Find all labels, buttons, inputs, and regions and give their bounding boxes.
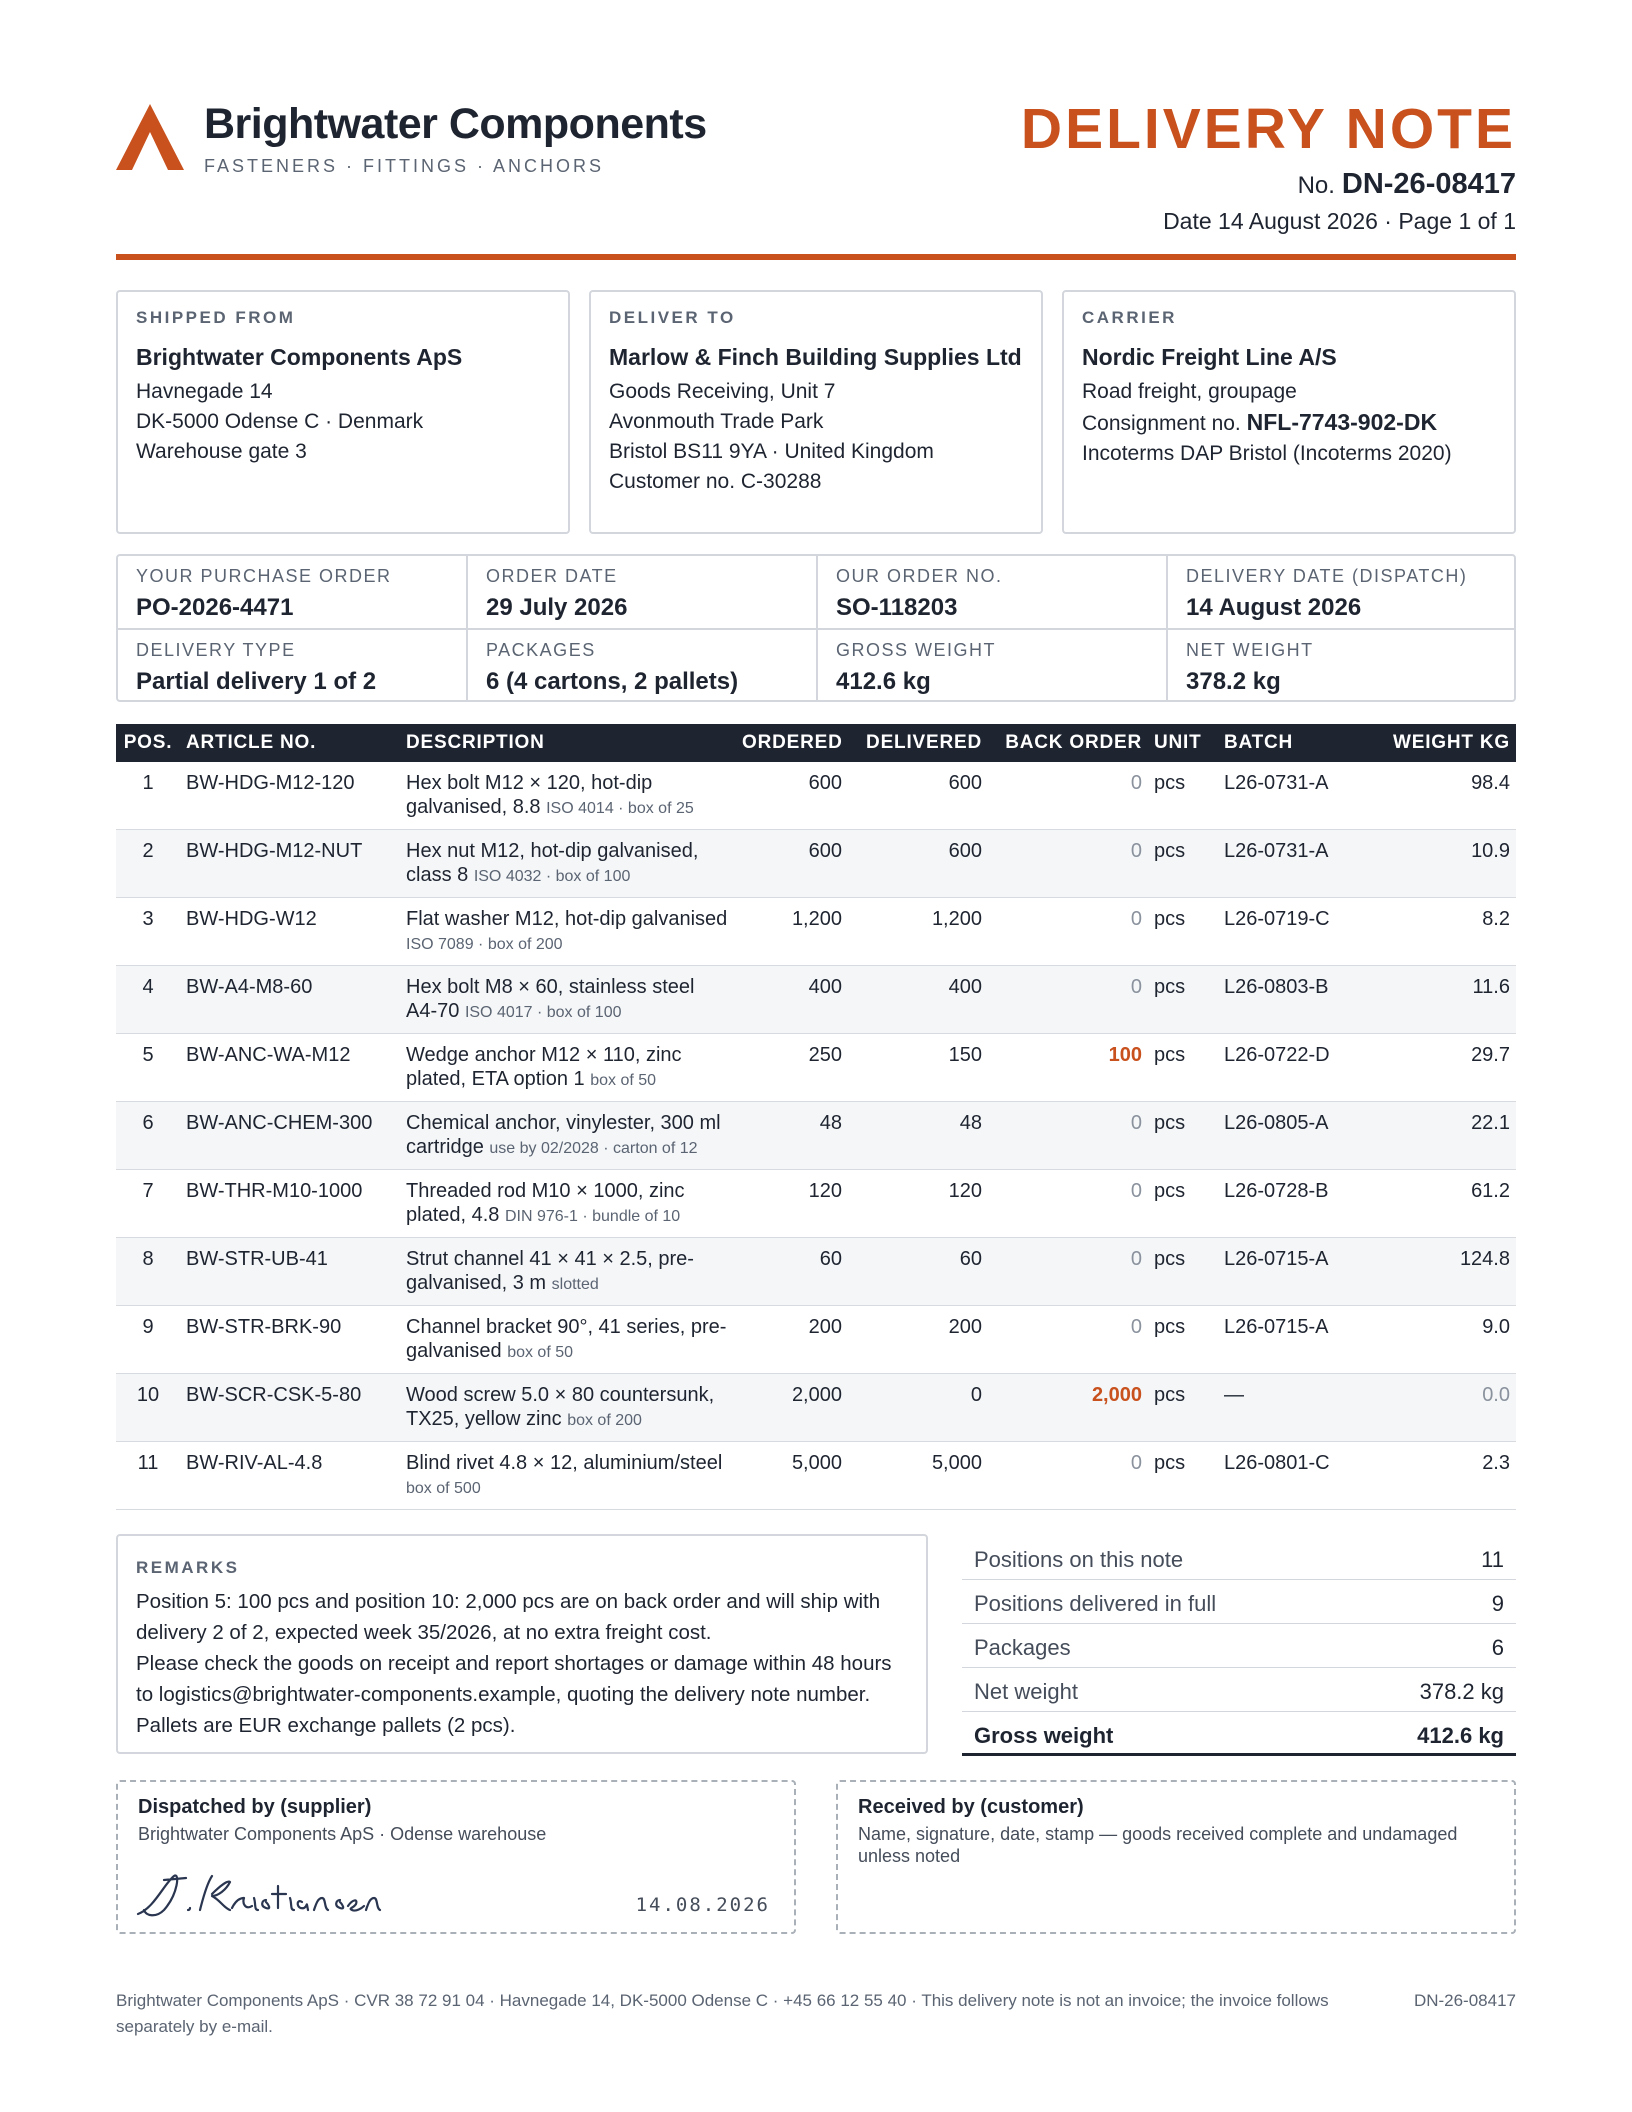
deliver-to-line: Customer no. C-30288 <box>609 470 822 493</box>
column-header-pos: POS. <box>116 724 180 762</box>
carrier-line: Incoterms DAP Bristol (Incoterms 2020) <box>1082 442 1452 465</box>
item-description: Threaded rod M10 × 1000, zinc plated, 4.8 <box>406 1180 685 1226</box>
order-info-label: PACKAGES <box>486 640 596 660</box>
item-note: ISO 4032 · box of 100 <box>473 868 631 885</box>
brand-name: Brightwater Components <box>204 100 707 148</box>
deliver-to-line: Avonmouth Trade Park <box>609 410 824 433</box>
cell-back-order: 0 <box>988 1306 1148 1374</box>
item-description: Strut channel 41 × 41 × 2.5, pre-galvanised, 3 m <box>406 1248 694 1294</box>
order-info-value: PO-2026-4471 <box>136 594 294 621</box>
order-info-label: GROSS WEIGHT <box>836 640 997 660</box>
cell-pos: 9 <box>116 1306 180 1374</box>
brand-tagline: FASTENERS · FITTINGS · ANCHORS <box>204 156 605 176</box>
cell-description <box>400 1442 736 1510</box>
cell-ordered: 250 <box>736 1034 848 1102</box>
cell-weight: 11.6 <box>1348 966 1516 1034</box>
order-info-cell <box>118 556 468 629</box>
cell-article: BW-STR-UB-41 <box>180 1238 400 1306</box>
item-note: box of 500 <box>406 1480 481 1497</box>
cell-batch: L26-0722-D <box>1218 1034 1348 1102</box>
document-date: Date 14 August 2026 · Page 1 of 1 <box>1163 208 1516 234</box>
cell-back-order: 2,000 <box>988 1374 1148 1442</box>
cell-ordered: 2,000 <box>736 1374 848 1442</box>
shipped-from-line: Havnegade 14 <box>136 380 273 403</box>
summary-label: Positions delivered in full <box>974 1591 1217 1616</box>
cell-weight: 0.0 <box>1348 1374 1516 1442</box>
cell-pos: 6 <box>116 1102 180 1170</box>
order-info-cell <box>818 630 1168 703</box>
cell-pos: 2 <box>116 830 180 898</box>
table-row <box>116 762 1516 830</box>
received-by-desc: Name, signature, date, stamp — goods received complete and undamaged unless noted <box>858 1824 1458 1866</box>
item-description: Hex bolt M8 × 60, stainless steel A4-70 <box>406 976 695 1022</box>
cell-ordered: 48 <box>736 1102 848 1170</box>
cell-ordered: 400 <box>736 966 848 1034</box>
cell-weight: 22.1 <box>1348 1102 1516 1170</box>
dispatched-by-title: Dispatched by (supplier) <box>138 1796 372 1818</box>
cell-unit: pcs <box>1148 1170 1218 1238</box>
order-info-value: SO-118203 <box>836 594 958 621</box>
cell-delivered: 200 <box>848 1306 988 1374</box>
table-row <box>116 1306 1516 1374</box>
cell-ordered: 600 <box>736 762 848 830</box>
items-table <box>116 724 1516 1510</box>
cell-description <box>400 830 736 898</box>
cell-back-order: 0 <box>988 830 1148 898</box>
order-info-value: Partial delivery 1 of 2 <box>136 668 377 695</box>
item-note: box of 200 <box>567 1412 642 1429</box>
column-header-weight: WEIGHT KG <box>1348 724 1516 762</box>
cell-ordered: 200 <box>736 1306 848 1374</box>
cell-batch: L26-0731-A <box>1218 762 1348 830</box>
cell-delivered: 1,200 <box>848 898 988 966</box>
shipped-from-line: DK-5000 Odense C · Denmark <box>136 410 424 433</box>
summary-label: Positions on this note <box>974 1547 1184 1572</box>
order-info-label: OUR ORDER NO. <box>836 566 1003 586</box>
cell-description <box>400 898 736 966</box>
item-note: box of 50 <box>507 1344 574 1361</box>
shipped-from-name: Brightwater Components ApS <box>136 344 463 370</box>
cell-pos: 7 <box>116 1170 180 1238</box>
cell-weight: 8.2 <box>1348 898 1516 966</box>
table-row <box>116 1102 1516 1170</box>
summary-value: 412.6 kg <box>1417 1723 1504 1748</box>
deliver-to-name: Marlow & Finch Building Supplies Ltd <box>609 344 1022 370</box>
cell-back-order: 0 <box>988 898 1148 966</box>
cell-article: BW-HDG-M12-NUT <box>180 830 400 898</box>
cell-unit: pcs <box>1148 1306 1218 1374</box>
summary-value: 9 <box>1491 1591 1504 1616</box>
order-info-cell <box>1168 556 1518 629</box>
item-description: Wood screw 5.0 × 80 countersunk, TX25, yellow zinc <box>406 1384 715 1430</box>
carrier-line: Road freight, groupage <box>1082 380 1297 403</box>
cell-ordered: 60 <box>736 1238 848 1306</box>
summary-row <box>962 1668 1516 1712</box>
cell-description <box>400 966 736 1034</box>
cell-weight: 98.4 <box>1348 762 1516 830</box>
cell-weight: 10.9 <box>1348 830 1516 898</box>
document-number-label: No. <box>1297 172 1335 199</box>
item-note: ISO 7089 · box of 200 <box>406 936 563 953</box>
summary-value: 378.2 kg <box>1419 1679 1504 1704</box>
summary-label: Gross weight <box>974 1723 1114 1748</box>
table-row <box>116 966 1516 1034</box>
items-table-body <box>116 762 1516 1510</box>
cell-unit: pcs <box>1148 1442 1218 1510</box>
summary-total-row <box>962 1712 1516 1756</box>
carrier-box <box>1062 290 1516 534</box>
cell-article: BW-ANC-CHEM-300 <box>180 1102 400 1170</box>
cell-article: BW-RIV-AL-4.8 <box>180 1442 400 1510</box>
order-info-value: 14 August 2026 <box>1186 594 1362 621</box>
order-info-value: 6 (4 cartons, 2 pallets) <box>486 668 739 695</box>
item-description: Channel bracket 90°, 41 series, pre-galvanised <box>406 1316 727 1362</box>
brand-block <box>116 100 816 180</box>
footer-reference: DN-26-08417 <box>1413 1991 1516 2010</box>
carrier-caption: CARRIER <box>1082 308 1177 327</box>
consignment-number: NFL-7743-902-DK <box>1246 409 1438 435</box>
item-note: slotted <box>551 1276 599 1293</box>
cell-unit: pcs <box>1148 1238 1218 1306</box>
cell-back-order: 0 <box>988 1238 1148 1306</box>
cell-article: BW-ANC-WA-M12 <box>180 1034 400 1102</box>
document-title: DELIVERY NOTE <box>1020 97 1516 161</box>
cell-ordered: 1,200 <box>736 898 848 966</box>
order-info-label: DELIVERY TYPE <box>136 640 296 660</box>
cell-back-order: 0 <box>988 966 1148 1034</box>
deliver-to-line: Goods Receiving, Unit 7 <box>609 380 836 403</box>
item-note: ISO 4014 · box of 25 <box>546 800 694 817</box>
shipped-from-line: Warehouse gate 3 <box>136 440 307 463</box>
order-info-grid <box>116 554 1516 702</box>
column-header-article: ARTICLE NO. <box>180 724 400 762</box>
cell-ordered: 120 <box>736 1170 848 1238</box>
cell-unit: pcs <box>1148 830 1218 898</box>
column-header-back-order: BACK ORDER <box>988 724 1148 762</box>
cell-delivered: 150 <box>848 1034 988 1102</box>
cell-weight: 124.8 <box>1348 1238 1516 1306</box>
cell-unit: pcs <box>1148 762 1218 830</box>
consignment-line <box>1082 407 1496 439</box>
received-by-title: Received by (customer) <box>858 1796 1084 1818</box>
order-info-cell <box>468 556 818 629</box>
cell-batch: L26-0801-C <box>1218 1442 1348 1510</box>
column-header-description: DESCRIPTION <box>400 724 736 762</box>
column-header-batch: BATCH <box>1218 724 1348 762</box>
triangle-logo-icon <box>116 102 184 170</box>
cell-article: BW-HDG-W12 <box>180 898 400 966</box>
cell-batch: — <box>1218 1374 1348 1442</box>
cell-description <box>400 1238 736 1306</box>
summary-value: 6 <box>1491 1635 1504 1660</box>
remarks-caption: REMARKS <box>136 1558 240 1577</box>
cell-batch: L26-0719-C <box>1218 898 1348 966</box>
item-description: Hex nut M12, hot-dip galvanised, class 8 <box>406 840 699 886</box>
order-info-cell <box>118 630 468 703</box>
cell-back-order: 0 <box>988 1442 1148 1510</box>
cell-weight: 2.3 <box>1348 1442 1516 1510</box>
cell-article: BW-A4-M8-60 <box>180 966 400 1034</box>
remarks-paragraph: Please check the goods on receipt and report shortages or damage within 48 hours to logistics@brightwater-components.example, quoting the delivery note number. Pallets are EUR exchange pallets (2 pcs). <box>136 1652 892 1737</box>
document-number <box>1298 168 1516 201</box>
cell-unit: pcs <box>1148 898 1218 966</box>
cell-delivered: 5,000 <box>848 1442 988 1510</box>
item-note: DIN 976-1 · bundle of 10 <box>504 1208 681 1225</box>
column-header-unit: UNIT <box>1148 724 1218 762</box>
summary-row <box>962 1624 1516 1668</box>
handwritten-signature <box>134 1864 384 1924</box>
cell-description <box>400 1170 736 1238</box>
item-description: Blind rivet 4.8 × 12, aluminium/steel <box>406 1452 723 1474</box>
column-header-delivered: DELIVERED <box>848 724 988 762</box>
cell-unit: pcs <box>1148 1374 1218 1442</box>
table-row <box>116 1170 1516 1238</box>
cell-unit: pcs <box>1148 1034 1218 1102</box>
cell-batch: L26-0731-A <box>1218 830 1348 898</box>
item-note: ISO 4017 · box of 100 <box>464 1004 622 1021</box>
order-info-label: NET WEIGHT <box>1186 640 1314 660</box>
summary-label: Net weight <box>974 1679 1078 1704</box>
cell-batch: L26-0715-A <box>1218 1238 1348 1306</box>
cell-back-order: 0 <box>988 1170 1148 1238</box>
cell-ordered: 600 <box>736 830 848 898</box>
cell-batch: L26-0805-A <box>1218 1102 1348 1170</box>
order-info-cell <box>1168 630 1518 703</box>
cell-pos: 10 <box>116 1374 180 1442</box>
remarks-paragraph: Position 5: 100 pcs and position 10: 2,000 pcs are on back order and will ship with delivery 2 of 2, expected week 35/2026, at no extra freight cost. <box>136 1590 881 1644</box>
cell-back-order: 100 <box>988 1034 1148 1102</box>
item-note: box of 50 <box>590 1072 657 1089</box>
shipped-from-caption: SHIPPED FROM <box>136 308 296 327</box>
cell-article: BW-STR-BRK-90 <box>180 1306 400 1374</box>
cell-back-order: 0 <box>988 762 1148 830</box>
cell-weight: 9.0 <box>1348 1306 1516 1374</box>
summary-row <box>962 1580 1516 1624</box>
cell-delivered: 600 <box>848 762 988 830</box>
table-row <box>116 1238 1516 1306</box>
table-row <box>116 830 1516 898</box>
item-note: use by 02/2028 · carton of 12 <box>489 1140 698 1157</box>
item-description: Hex bolt M12 × 120, hot-dip galvanised, 8.8 <box>406 772 653 818</box>
cell-unit: pcs <box>1148 966 1218 1034</box>
item-description: Flat washer M12, hot-dip galvanised <box>406 908 728 930</box>
cell-description <box>400 1102 736 1170</box>
order-info-value: 29 July 2026 <box>486 594 628 621</box>
order-info-label: ORDER DATE <box>486 566 618 586</box>
carrier-name: Nordic Freight Line A/S <box>1082 344 1337 370</box>
table-row <box>116 1034 1516 1102</box>
cell-pos: 3 <box>116 898 180 966</box>
column-header-ordered: ORDERED <box>736 724 848 762</box>
cell-article: BW-SCR-CSK-5-80 <box>180 1374 400 1442</box>
cell-pos: 5 <box>116 1034 180 1102</box>
cell-article: BW-HDG-M12-120 <box>180 762 400 830</box>
document-number-value: DN-26-08417 <box>1341 168 1516 200</box>
cell-ordered: 5,000 <box>736 1442 848 1510</box>
cell-pos: 1 <box>116 762 180 830</box>
cell-unit: pcs <box>1148 1102 1218 1170</box>
cell-pos: 11 <box>116 1442 180 1510</box>
cell-weight: 29.7 <box>1348 1034 1516 1102</box>
order-info-value: 378.2 kg <box>1186 668 1281 695</box>
cell-weight: 61.2 <box>1348 1170 1516 1238</box>
item-description: Chemical anchor, vinylester, 300 ml cartridge <box>406 1112 721 1158</box>
order-info-label: YOUR PURCHASE ORDER <box>136 566 392 586</box>
order-info-cell <box>818 556 1168 629</box>
received-by-box <box>836 1780 1516 1934</box>
cell-batch: L26-0803-B <box>1218 966 1348 1034</box>
dispatch-date: 14.08.2026 <box>635 1894 770 1916</box>
deliver-to-line: Bristol BS11 9YA · United Kingdom <box>609 440 934 463</box>
table-header-row <box>116 724 1516 762</box>
header-divider <box>116 254 1516 260</box>
cell-batch: L26-0715-A <box>1218 1306 1348 1374</box>
table-row <box>116 1442 1516 1510</box>
order-info-value: 412.6 kg <box>836 668 931 695</box>
summary-label: Packages <box>974 1635 1071 1660</box>
cell-article: BW-THR-M10-1000 <box>180 1170 400 1238</box>
shipped-from-box <box>116 290 570 534</box>
deliver-to-box <box>589 290 1043 534</box>
cell-delivered: 400 <box>848 966 988 1034</box>
cell-batch: L26-0728-B <box>1218 1170 1348 1238</box>
summary-row <box>962 1536 1516 1580</box>
footer-text: Brightwater Components ApS · CVR 38 72 91 04 · Havnegade 14, DK-5000 Odense C · +45 66 12 55 40 · This delivery note is not an invoice; the invoice follows separately by e-mail. <box>116 1991 1329 2036</box>
cell-pos: 8 <box>116 1238 180 1306</box>
cell-description <box>400 1374 736 1442</box>
deliver-to-caption: DELIVER TO <box>609 308 736 327</box>
cell-description <box>400 1034 736 1102</box>
cell-delivered: 120 <box>848 1170 988 1238</box>
consignment-label: Consignment no. <box>1082 412 1241 435</box>
cell-back-order: 0 <box>988 1102 1148 1170</box>
dispatched-by-box <box>116 1780 796 1934</box>
cell-delivered: 0 <box>848 1374 988 1442</box>
order-info-cell <box>468 630 818 703</box>
cell-description <box>400 1306 736 1374</box>
table-row <box>116 898 1516 966</box>
table-row <box>116 1374 1516 1442</box>
cell-delivered: 600 <box>848 830 988 898</box>
cell-delivered: 60 <box>848 1238 988 1306</box>
cell-pos: 4 <box>116 966 180 1034</box>
delivery-note-page <box>116 0 1516 2112</box>
cell-delivered: 48 <box>848 1102 988 1170</box>
summary-table <box>962 1536 1516 1756</box>
summary-value: 11 <box>1481 1547 1504 1572</box>
order-info-label: DELIVERY DATE (DISPATCH) <box>1186 566 1468 586</box>
remarks-box <box>116 1534 928 1754</box>
cell-description <box>400 762 736 830</box>
dispatched-by-desc: Brightwater Components ApS · Odense warehouse <box>138 1824 547 1844</box>
item-description: Wedge anchor M12 × 110, zinc plated, ETA option 1 <box>406 1044 682 1090</box>
